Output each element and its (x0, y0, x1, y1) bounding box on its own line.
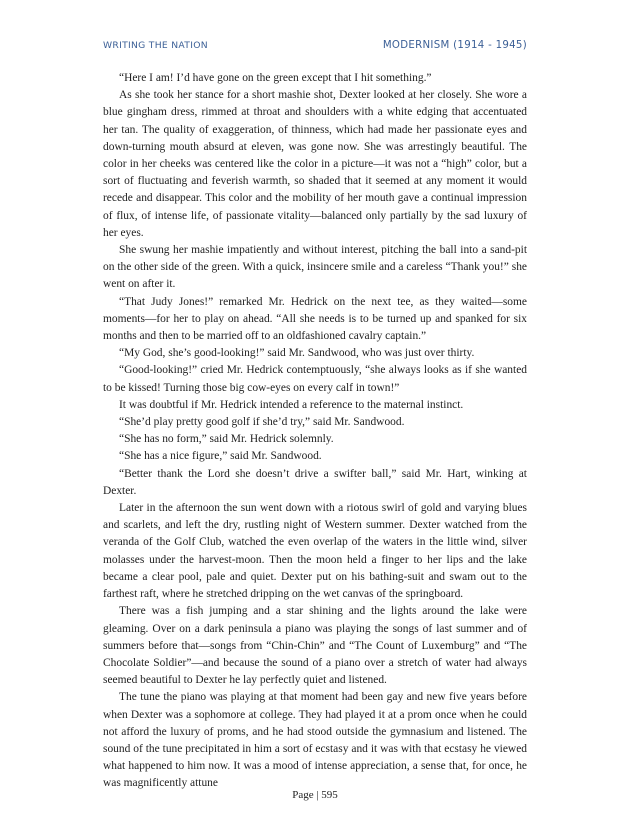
paragraph: “Better thank the Lord she doesn’t drive a swifter ball,” said Mr. Hart, winking at Dexter. (103, 467, 527, 497)
running-header (103, 40, 527, 56)
paragraph: “She has a nice figure,” said Mr. Sandwood. (119, 450, 322, 463)
header-period-title: MODERNISM (1914 - 1945) (382, 40, 527, 51)
page-number: Page | 595 (292, 789, 338, 801)
paragraph: It was doubtful if Mr. Hedrick intended a reference to the maternal instinct. (119, 398, 464, 411)
header-section-title: WRITING THE NATION (103, 40, 208, 51)
paragraph: As she took her stance for a short mashie shot, Dexter looked at her closely. She wore a blue gingham dress, rimmed at throat and shoulders with a white edging that accentuated her tan. The quality of exaggeration, of thinness, which had made her passionate eyes and down-turning mouth absurd at eleven, was gone now. She was arrestingly beautiful. The color in her cheeks was centered like the color in a picture—it was not a “high” color, but a sort of fluctuating and feverish warmth, so shaded that it seemed at any moment it would recede and disappear. This color and the mobility of her mouth gave a continual impression of flux, of intense life, of passionate vitality—balanced only partially by the sad luxury of her eyes. (103, 89, 527, 239)
paragraph: “Here I am! I’d have gone on the green except that I hit something.” (119, 72, 432, 84)
paragraph: The tune the piano was playing at that moment had been gay and new five years before when Dexter was a sophomore at college. They had played it at a prom once when he could not afford the luxury of proms, and he had stood outside the gymnasium and listened. The sound of the tune precipitated in him a sort of ecstasy and it was with that ecstasy he viewed what happened to him now. It was a mood of intense appreciation, a sense that, for once, he was magnificently attune (103, 691, 527, 790)
body-text (103, 70, 527, 793)
paragraph: “She has no form,” said Mr. Hedrick solemnly. (119, 433, 334, 446)
paragraph: “That Judy Jones!” remarked Mr. Hedrick on the next tee, as they waited—some moments—for her to play on ahead. “All she needs is to be turned up and spanked for six months and then to be married off to an oldfashioned cavalry captain.” (103, 295, 527, 343)
paragraph: “My God, she’s good-looking!” said Mr. Sandwood, who was just over thirty. (119, 347, 475, 360)
paragraph: “Good-looking!” cried Mr. Hedrick contemptuously, “she always looks as if she wanted to be kissed! Turning those big cow-eyes on every calf in town!” (103, 364, 527, 394)
paragraph: There was a fish jumping and a star shining and the lights around the lake were gleaming. Over on a dark peninsula a piano was playing the songs of last summer and of summers before that—songs from “Chin-Chin” and “The Count of Luxemburg” and “The Chocolate Soldier”—and because the sound of a piano over a stretch of water had always seemed beautiful to Dexter he lay perfectly quiet and listened. (103, 605, 527, 687)
paragraph: “She’d play pretty good golf if she’d try,” said Mr. Sandwood. (119, 416, 405, 429)
paragraph: She swung her mashie impatiently and without interest, pitching the ball into a sand-pit on the other side of the green. With a quick, insincere smile and a careless “Thank you!” she went on after it. (103, 244, 527, 291)
paragraph: Later in the afternoon the sun went down with a riotous swirl of gold and varying blues and scarlets, and left the dry, rustling night of Western summer. Dexter watched from the veranda of the Golf Club, watched the even overlap of the waters in the little wind, silver molasses under the harvest-moon. Then the moon held a finger to her lips and the lake became a clear pool, pale and quiet. Dexter put on his bathing-suit and swam out to the farthest raft, where he stretched dripping on the wet canvas of the springboard. (103, 502, 527, 601)
